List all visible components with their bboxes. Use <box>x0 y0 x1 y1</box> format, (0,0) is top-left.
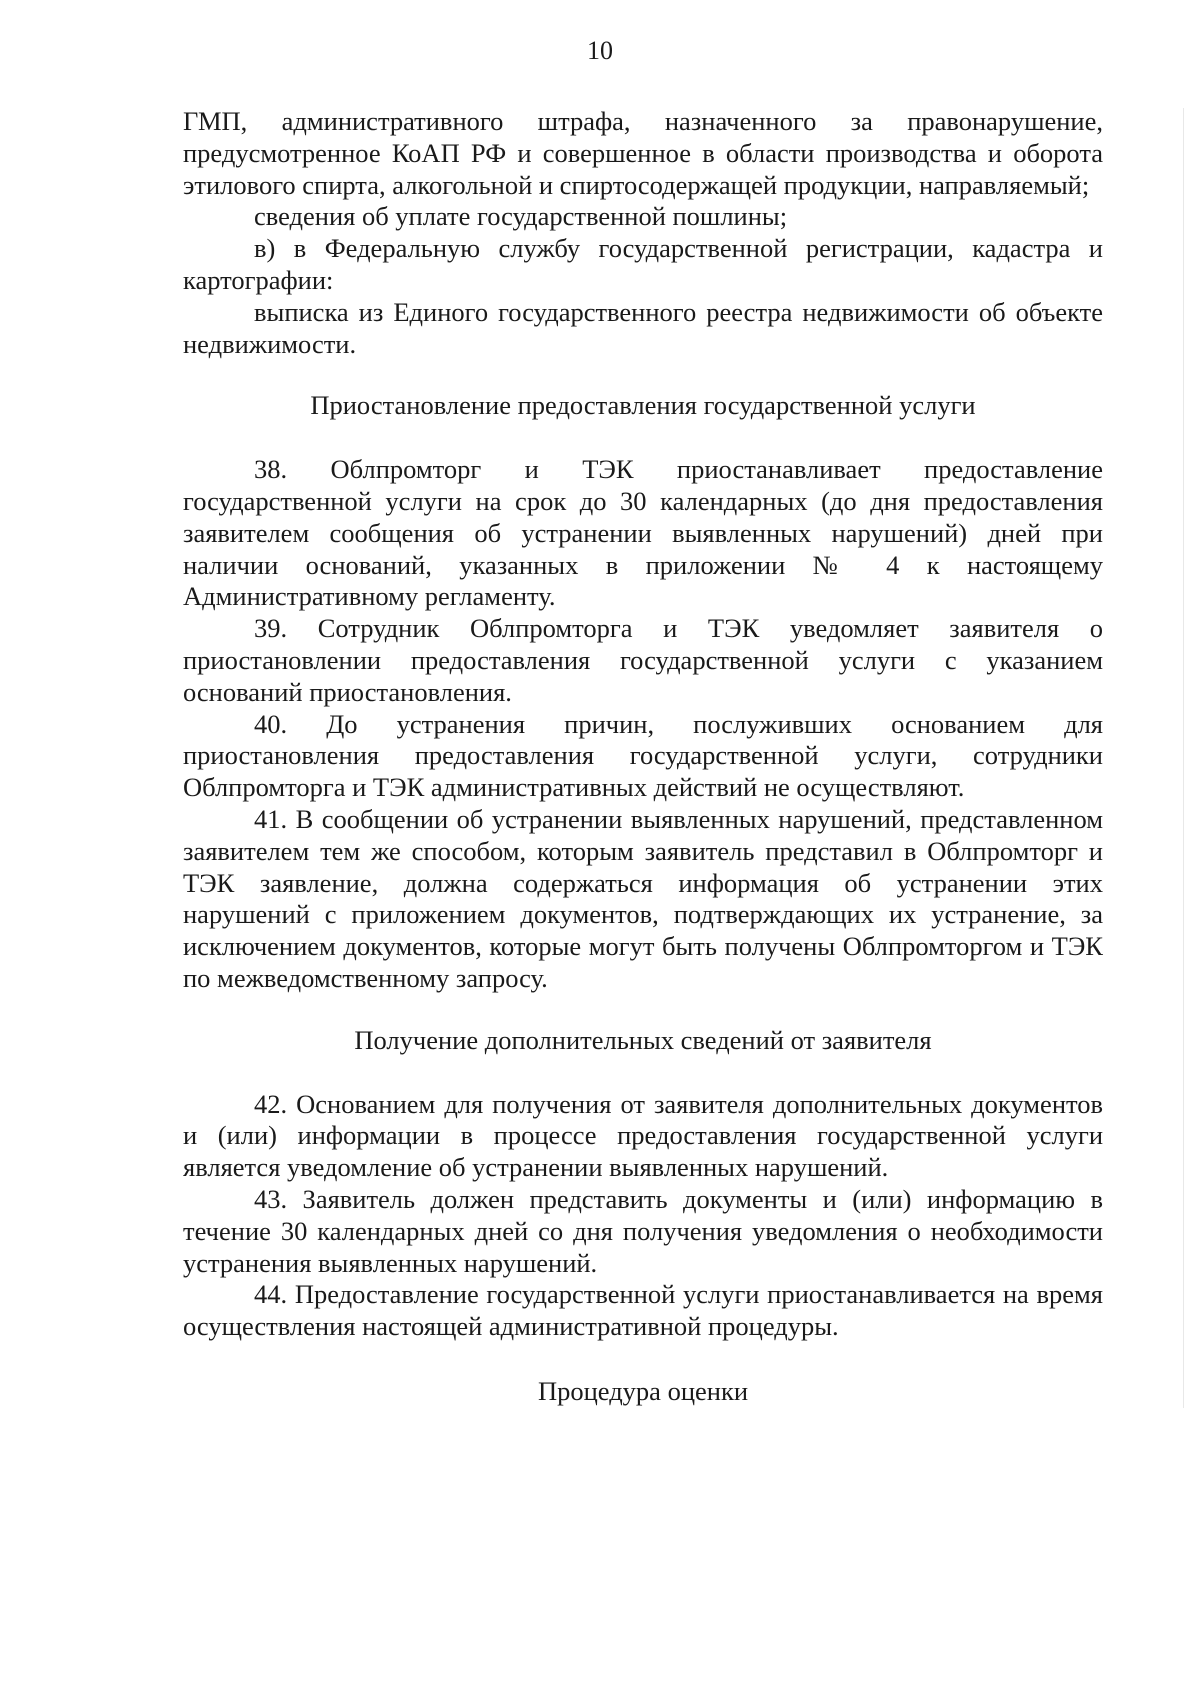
section-heading-additional-info: Получение дополнительных сведений от заявителя <box>354 1024 932 1055</box>
document-body <box>183 106 1103 1408</box>
paragraph-rosreestr: в) в Федеральную службу государственной регистрации, кадастра и картографии: <box>183 233 1103 295</box>
paragraph-38: 38. Облпромторг и ТЭК приостанавливает предоставление государственной услуги на срок до 30 календарных (до дня предоставления заявителем сообщения об устранении выявленных нарушений) дней при наличии оснований, указанных в приложении № 4 к настоящему Административному регламенту. <box>183 454 1103 612</box>
paragraph-43: 43. Заявитель должен представить документы и (или) информацию в течение 30 календарных дней со дня получения уведомления о необходимости устранения выявленных нарушений. <box>183 1183 1103 1278</box>
section-heading-suspension: Приостановление предоставления государственной услуги <box>310 390 976 421</box>
paragraph-39: 39. Сотрудник Облпромторга и ТЭК уведомляет заявителя о приостановлении предоставления государственной услуги с указанием оснований приостановления. <box>183 613 1103 707</box>
paragraph-state-fee: сведения об уплате государственной пошлины; <box>254 201 788 232</box>
paragraph-40: 40. До устранения причин, послуживших основанием для приостановления предоставления государственной услуги, сотрудники Облпромторга и ТЭК административных действий не осуществляют. <box>183 708 1103 803</box>
paragraph-continuation: ГМП, административного штрафа, назначенного за правонарушение, предусмотренное КоАП РФ и совершенное в области производства и оборота этилового спирта, алкогольной и спиртосодержащей продукции, направляемый; <box>183 106 1103 200</box>
paragraph-egrn-extract: выписка из Единого государственного реестра недвижимости об объекте недвижимости. <box>183 296 1103 359</box>
section-heading-evaluation: Процедура оценки <box>537 1375 749 1406</box>
page-number: 10 <box>587 36 613 65</box>
paragraph-44: 44. Предоставление государственной услуги приостанавливается на время осуществления настоящей административной процедуры. <box>183 1279 1103 1342</box>
paragraph-42: 42. Основанием для получения от заявителя дополнительных документов и (или) информации в процессе предоставления государственной услуги является уведомление об устранении выявленных нарушений. <box>183 1088 1103 1183</box>
paragraph-41: 41. В сообщении об устранении выявленных нарушений, представленном заявителем тем же способом, которым заявитель представил в Облпромторг и ТЭК заявление, должна содержаться информация об устранении этих нарушений с приложением документов, подтверждающих их устранение, за исключением документов, которые могут быть получены Облпромторгом и ТЭК по межведомственному запросу. <box>183 803 1103 993</box>
scan-edge-line <box>1183 108 1184 1408</box>
